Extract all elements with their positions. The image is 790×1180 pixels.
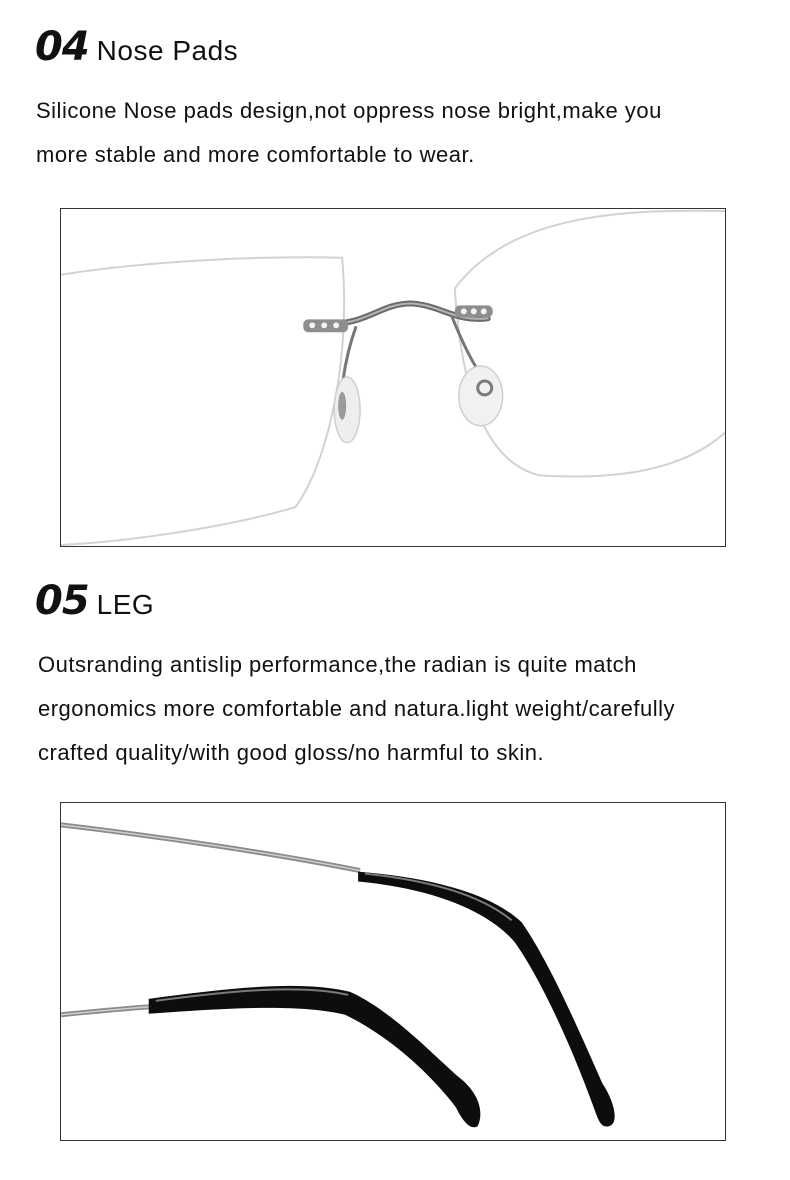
left-lens-outline: [61, 257, 344, 545]
section-04-number: 04: [35, 24, 89, 70]
section-05-heading: [35, 578, 154, 624]
description-line: crafted quality/with good gloss/no harmful to skin.: [38, 740, 545, 765]
section-04-heading: [35, 24, 238, 70]
left-silicone-pad: [334, 377, 360, 443]
right-pad-arm: [452, 316, 480, 373]
description-line: more stable and more comfortable to wear.: [36, 142, 475, 167]
lower-temple-tip: [149, 986, 481, 1127]
description-line: Outsranding antislip performance,the radian is quite match: [38, 652, 637, 677]
section-05-title: LEG: [96, 589, 155, 620]
description-line: ergonomics more comfortable and natura.light weight/carefully: [38, 696, 676, 721]
right-lens-outline: [455, 211, 725, 477]
upper-temple-wire: [61, 825, 360, 871]
temple-leg-photo: [60, 802, 726, 1141]
section-05-number: 05: [35, 578, 89, 624]
section-04-title: Nose Pads: [96, 35, 239, 66]
upper-temple-tip: [358, 872, 615, 1127]
right-silicone-pad: [459, 366, 503, 426]
section-05-description: [38, 652, 768, 784]
nose-pads-photo: [60, 208, 726, 547]
description-line: Silicone Nose pads design,not oppress nose bright,make you: [36, 98, 662, 123]
section-04-description: [36, 98, 766, 186]
